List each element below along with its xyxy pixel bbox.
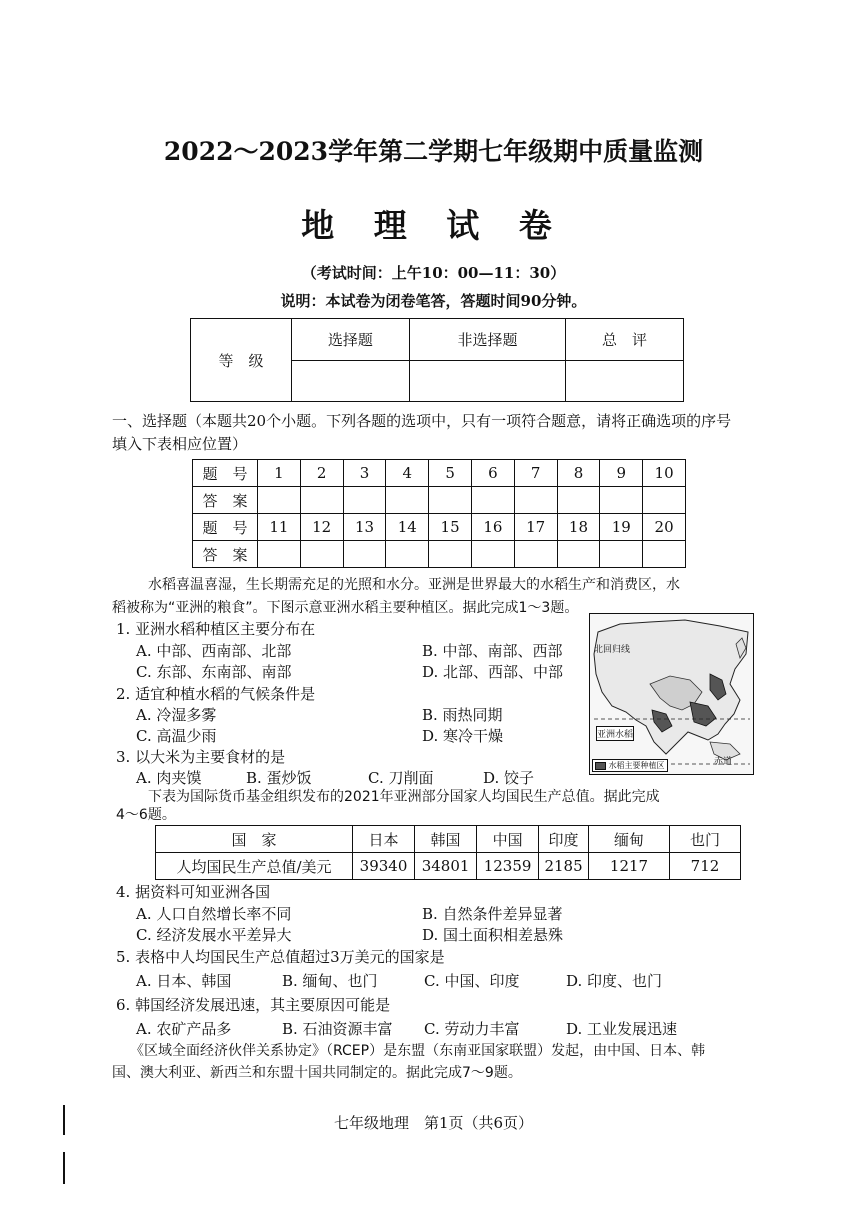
ans-cell[interactable] [643,487,686,514]
q2-option-b[interactable]: B. 雨热同期 [422,706,503,724]
ans-cell[interactable] [343,487,386,514]
q4-option-c[interactable]: C. 经济发展水平差异大 [136,926,292,944]
q5-option-c[interactable]: C. 中国、印度 [424,972,520,990]
q2-option-d[interactable]: D. 寒冷干燥 [422,727,504,745]
q2-stem: 2. 适宜种植水稻的气候条件是 [116,685,316,703]
ans-num: 11 [258,514,301,541]
binding-mark [63,1152,65,1184]
page-footer: 七年级地理 第1页（共6页） [333,1114,534,1132]
q4-option-a[interactable]: A. 人口自然增长率不同 [136,905,292,923]
q4-stem: 4. 据资料可知亚洲各国 [116,883,271,901]
q5-option-b[interactable]: B. 缅甸、也门 [282,972,378,990]
grade-cell-choice[interactable] [292,360,410,402]
gdp-country: 中国 [477,826,539,853]
ans-num: 17 [514,514,557,541]
gdp-header-country: 国 家 [156,826,353,853]
q6-option-a[interactable]: A. 农矿产品多 [136,1020,232,1038]
grade-label: 等 级 [191,319,292,402]
asia-rice-map [589,613,754,775]
map-drawing [590,614,753,774]
ans-cell[interactable] [557,487,600,514]
ans-num: 6 [471,460,514,487]
q3-option-a[interactable]: A. 肉夹馍 [136,769,202,787]
q6-option-d[interactable]: D. 工业发展迅速 [566,1020,678,1038]
gdp-value: 34801 [415,853,477,880]
ans-cell[interactable] [386,487,429,514]
map-label-right: 赤道 [714,757,733,767]
q2-option-a[interactable]: A. 冷湿多雾 [136,706,217,724]
grade-cell-total[interactable] [566,360,684,402]
ans-row-label: 答 案 [193,487,258,514]
gdp-value: 1217 [589,853,670,880]
ans-cell[interactable] [343,541,386,568]
q5-option-d[interactable]: D. 印度、也门 [566,972,663,990]
passage1-line1: 水稻喜温喜湿，生长期需充足的光照和水分。亚洲是世界最大的水稻生产和消费区，水 [148,577,680,593]
ans-cell[interactable] [300,541,343,568]
legend-swatch [595,762,606,770]
ans-num: 10 [643,460,686,487]
map-legend-label: 水稻主要种植区 [608,761,665,770]
q1-option-c[interactable]: C. 东部、东南部、南部 [136,663,292,681]
ans-row-label: 题 号 [193,460,258,487]
ans-cell[interactable] [514,541,557,568]
passage3-line2: 国、澳大利亚、新西兰和东盟十国共同制定的。据此完成7～9题。 [112,1065,522,1081]
ans-num: 19 [600,514,643,541]
ans-row-label: 题 号 [193,514,258,541]
answer-table [192,459,686,568]
binding-mark [63,1105,65,1135]
q1-option-d[interactable]: D. 北部、西部、中部 [422,663,564,681]
gdp-value: 712 [670,853,741,880]
q3-stem: 3. 以大米为主要食材的是 [116,748,286,766]
map-label-top: 北回归线 [594,645,631,655]
ans-num: 16 [471,514,514,541]
q4-option-d[interactable]: D. 国土面积相差悬殊 [422,926,564,944]
ans-num: 15 [429,514,472,541]
gdp-value: 2185 [539,853,589,880]
passage2-line2: 4～6题。 [116,807,176,823]
ans-cell[interactable] [514,487,557,514]
gdp-country: 印度 [539,826,589,853]
ans-num: 2 [300,460,343,487]
gdp-value: 39340 [353,853,415,880]
subject-title: 地 理 试 卷 [301,206,566,245]
ans-num: 5 [429,460,472,487]
q4-option-b[interactable]: B. 自然条件差异显著 [422,905,563,923]
ans-cell[interactable] [429,541,472,568]
ans-num: 8 [557,460,600,487]
q5-stem: 5. 表格中人均国民生产总值超过3万美元的国家是 [116,948,445,966]
ans-cell[interactable] [600,541,643,568]
q5-option-a[interactable]: A. 日本、韩国 [136,972,232,990]
gdp-row-label: 人均国民生产总值/美元 [156,853,353,880]
gdp-country: 日本 [353,826,415,853]
ans-num: 1 [258,460,301,487]
gdp-country: 缅甸 [589,826,670,853]
gdp-country: 韩国 [415,826,477,853]
q3-option-b[interactable]: B. 蛋炒饭 [246,769,312,787]
q6-option-b[interactable]: B. 石油资源丰富 [282,1020,393,1038]
ans-num: 13 [343,514,386,541]
ans-num: 12 [300,514,343,541]
ans-cell[interactable] [386,541,429,568]
ans-num: 9 [600,460,643,487]
exam-title: 2022～2023学年第二学期七年级期中质量监测 [163,137,704,166]
section1-line1: 一、选择题（本题共20个小题。下列各题的选项中，只有一项符合题意，请将正确选项的序号 [112,412,732,430]
q3-option-c[interactable]: C. 刀削面 [368,769,434,787]
map-legend [592,759,668,772]
passage1-line2: 稻被称为“亚洲的粮食”。下图示意亚洲水稻主要种植区。据此完成1～3题。 [112,600,579,616]
ans-num: 18 [557,514,600,541]
gdp-value: 12359 [477,853,539,880]
ans-num: 14 [386,514,429,541]
gdp-country: 也门 [670,826,741,853]
passage2-line1: 下表为国际货币基金组织发布的2021年亚洲部分国家人均国民生产总值。据此完成 [148,789,660,805]
passage3-line1: 《区域全面经济伙伴关系协定》（RCEP）是东盟（东南亚国家联盟）发起，由中国、日本、韩 [130,1043,706,1059]
ans-num: 20 [643,514,686,541]
gdp-table [155,825,741,880]
ans-cell[interactable] [258,487,301,514]
q1-option-b[interactable]: B. 中部、南部、西部 [422,642,563,660]
ans-cell[interactable] [557,541,600,568]
q1-stem: 1. 亚洲水稻种植区主要分布在 [116,620,316,638]
grade-table [190,318,684,402]
exam-time: （考试时间：上午10：00—11：30） [301,264,566,282]
ans-cell[interactable] [471,541,514,568]
ans-num: 4 [386,460,429,487]
section1-line2: 填入下表相应位置） [112,435,248,453]
q3-option-d[interactable]: D. 饺子 [483,769,535,787]
exam-note: 说明：本试卷为闭卷笔答，答题时间90分钟。 [280,292,587,310]
ans-row-label: 答 案 [193,541,258,568]
q6-stem: 6. 韩国经济发展迅速，其主要原因可能是 [116,996,391,1014]
grade-col-total: 总 评 [566,319,684,361]
ans-cell[interactable] [600,487,643,514]
grade-cell-nonchoice[interactable] [409,360,565,402]
ans-num: 7 [514,460,557,487]
ans-cell[interactable] [429,487,472,514]
q2-option-c[interactable]: C. 高温少雨 [136,727,217,745]
ans-cell[interactable] [471,487,514,514]
ans-cell[interactable] [258,541,301,568]
grade-col-choice: 选择题 [292,319,410,361]
q1-option-a[interactable]: A. 中部、西南部、北部 [136,642,292,660]
q6-option-c[interactable]: C. 劳动力丰富 [424,1020,520,1038]
ans-cell[interactable] [643,541,686,568]
grade-col-nonchoice: 非选择题 [409,319,565,361]
ans-cell[interactable] [300,487,343,514]
ans-num: 3 [343,460,386,487]
map-label-mid: 亚洲水稻 [596,726,634,741]
